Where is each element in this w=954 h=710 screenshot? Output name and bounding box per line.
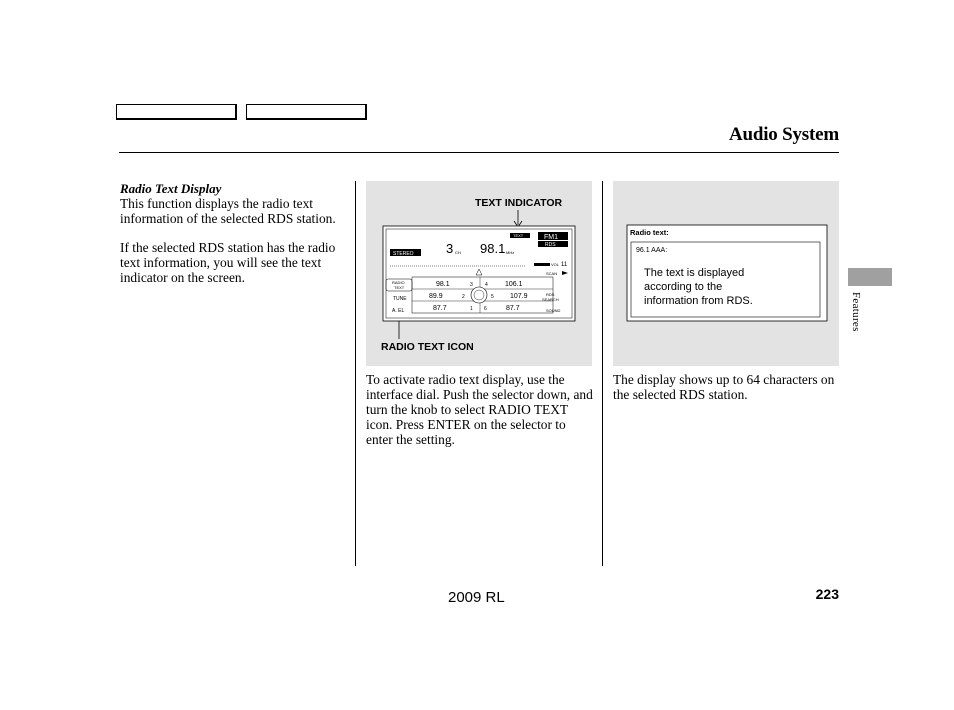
section-tab[interactable]: [848, 268, 892, 286]
preset-freq: 106.1: [505, 281, 523, 288]
preset-freq: 107.9: [510, 293, 528, 300]
preset-num: 3: [470, 282, 473, 288]
radio-text-line: according to the: [644, 281, 723, 293]
section-heading: Radio Text Display: [120, 181, 222, 196]
footer-model: 2009 RL: [448, 589, 505, 606]
paragraph: This function displays the radio text information of the selected RDS station.: [120, 196, 336, 226]
page-title: Audio System: [728, 124, 839, 145]
radio-text-button-label: RADIO: [392, 280, 405, 285]
stereo-label: STEREO: [393, 251, 414, 257]
paragraph: If the selected RDS station has the radio text information, you will see the text indicator on the screen.: [120, 240, 336, 285]
preset-num: 6: [484, 306, 487, 312]
frequency-unit: MHz: [506, 250, 515, 255]
radio-text-button-label: TEXT: [394, 285, 405, 290]
middle-column-text: To activate radio text display, use the interface dial. Push the selector down, and turn the knob to select RADIO TEXT icon. Press ENTER on the selector to enter the setting.: [366, 372, 593, 447]
column-divider: [602, 181, 603, 566]
audio-display-illustration: [366, 181, 592, 366]
right-column-text: The display shows up to 64 characters on the selected RDS station.: [613, 372, 835, 402]
page-number: 223: [815, 586, 839, 602]
preset-num: 4: [485, 282, 488, 288]
scan-label: SCAN: [546, 271, 558, 276]
preset-freq: 89.9: [429, 293, 443, 300]
nav-tab-previous[interactable]: [116, 104, 237, 120]
radio-text-screen-graphic: [613, 181, 839, 366]
rds-search-label: RDS: [546, 292, 555, 297]
frequency: 98.1: [480, 241, 506, 256]
preset-freq: 87.7: [433, 305, 447, 312]
title-rule: [119, 152, 839, 153]
column-divider: [355, 181, 356, 566]
preset-num: 5: [491, 294, 494, 300]
tune-label: TUNE: [393, 296, 407, 302]
rds-search-label: SEARCH: [542, 297, 559, 302]
al-label: A. EL: [392, 308, 405, 314]
band-label: FM1: [544, 234, 558, 241]
screen-station: 96.1 AAA:: [636, 247, 668, 254]
audio-screen-graphic: [366, 181, 592, 366]
screen-title: Radio text:: [630, 228, 669, 237]
vol-value: 11: [561, 262, 568, 268]
text-indicator: TEXT: [513, 233, 524, 238]
preset-unit: CH: [455, 250, 461, 255]
sound-label: SOUND: [546, 308, 561, 313]
vol-label: VOL: [551, 262, 560, 267]
callout-radio-text-icon: RADIO TEXT ICON: [381, 341, 474, 353]
preset-freq: 87.7: [506, 305, 520, 312]
radio-text-screen-illustration: [613, 181, 839, 366]
rds-label: RDS: [545, 242, 556, 248]
callout-text-indicator: TEXT INDICATOR: [475, 197, 563, 209]
section-label: Features: [850, 292, 862, 332]
preset-number: 3: [446, 241, 454, 256]
preset-num: 2: [462, 294, 465, 300]
nav-tab-next[interactable]: [246, 104, 367, 120]
radio-text-line: The text is displayed: [644, 267, 745, 279]
preset-freq: 98.1: [436, 281, 450, 288]
left-column: [120, 181, 346, 285]
radio-text-line: information from RDS.: [644, 295, 753, 307]
preset-num: 1: [470, 306, 473, 312]
